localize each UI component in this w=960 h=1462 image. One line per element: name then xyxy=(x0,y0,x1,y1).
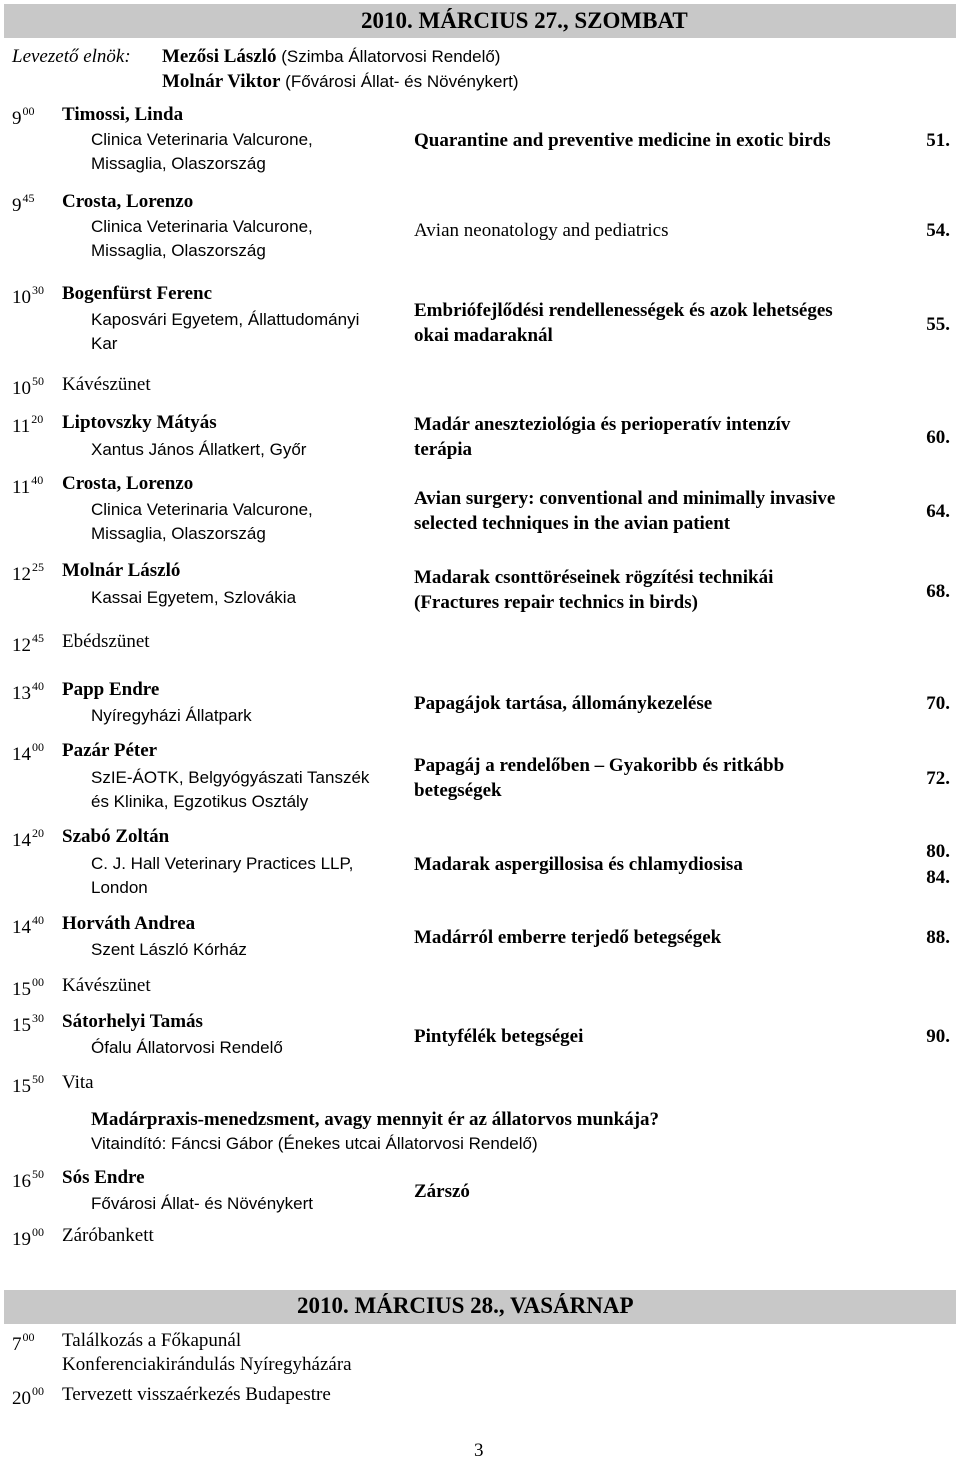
affiliation-line: Clinica Veterinaria Valcurone, xyxy=(91,130,313,149)
break-label: Kávészünet xyxy=(62,374,151,395)
talk-title: okai madaraknál xyxy=(414,325,553,346)
discussion-title: Madárpraxis-menedzsment, avagy mennyit ér az állatorvos munkája? xyxy=(91,1109,660,1130)
speaker-name: Crosta, Lorenzo xyxy=(62,473,194,494)
chairs-label: Levezető elnök: xyxy=(12,46,131,67)
time: $9^{00}$ xyxy=(12,104,35,129)
time: $14^{40}$ xyxy=(12,913,44,938)
affiliation-line: Clinica Veterinaria Valcurone, xyxy=(91,500,313,519)
chair-2-name: Molnár Viktor xyxy=(162,71,281,92)
speaker-name: Timossi, Linda xyxy=(62,104,184,125)
talk-title: selected techniques in the avian patient xyxy=(414,513,731,534)
time: $10^{30}$ xyxy=(12,283,44,308)
chair-2 xyxy=(162,71,519,93)
chair-1 xyxy=(162,46,500,68)
affiliation-line: Missaglia, Olaszország xyxy=(91,524,266,543)
talk-title: Madár aneszteziológia és perioperatív intenzív xyxy=(414,414,791,435)
break-label: Ebédszünet xyxy=(62,631,150,652)
time: $15^{30}$ xyxy=(12,1011,44,1036)
event-line: Tervezett visszaérkezés Budapestre xyxy=(62,1384,331,1405)
speaker-name: Horváth Andrea xyxy=(62,913,196,934)
affiliation-line: Ófalu Állatorvosi Rendelő xyxy=(91,1038,283,1057)
time: $19^{00}$ xyxy=(12,1225,44,1250)
talk-title: Zárszó xyxy=(414,1181,470,1202)
page-ref: 70. xyxy=(926,693,950,714)
speaker-name: Szabó Zoltán xyxy=(62,826,170,847)
affiliation-line: Nyíregyházi Állatpark xyxy=(91,706,252,725)
affiliation-line: Xantus János Állatkert, Győr xyxy=(91,440,307,459)
page-ref: 84. xyxy=(926,867,950,888)
talk-title: terápia xyxy=(414,439,473,460)
talk-title: Madarak csonttöréseinek rögzítési technikái xyxy=(414,567,774,588)
break-label: Kávészünet xyxy=(62,975,151,996)
speaker-name: Pazár Péter xyxy=(62,740,158,761)
time: $16^{50}$ xyxy=(12,1167,44,1192)
affiliation-line: Szent László Kórház xyxy=(91,940,247,959)
page-ref: 55. xyxy=(926,314,950,335)
page-ref: 51. xyxy=(926,130,950,151)
discussion-label: Vita xyxy=(62,1072,94,1093)
talk-title: Madárról emberre terjedő betegségek xyxy=(414,927,722,948)
talk-title: Embriófejlődési rendellenességek és azok lehetséges xyxy=(414,300,833,321)
event-line: Konferenciakirándulás Nyíregyházára xyxy=(62,1354,352,1375)
affiliation-line: Kar xyxy=(91,334,118,353)
chair-2-affiliation: (Fővárosi Állat- és Növénykert) xyxy=(285,72,519,91)
time: $9^{45}$ xyxy=(12,191,35,216)
speaker-name: Papp Endre xyxy=(62,679,160,700)
talk-title: Pintyfélék betegségei xyxy=(414,1026,584,1047)
chair-1-affiliation: (Szimba Állatorvosi Rendelő) xyxy=(281,47,501,66)
talk-title: Avian neonatology and pediatrics xyxy=(414,220,669,241)
speaker-name: Molnár László xyxy=(62,560,181,581)
talk-title: Papagáj a rendelőben – Gyakoribb és ritkább xyxy=(414,755,785,776)
day1-title: 2010. MÁRCIUS 27., SZOMBAT xyxy=(361,8,688,33)
speaker-name: Crosta, Lorenzo xyxy=(62,191,194,212)
page-ref: 72. xyxy=(926,768,950,789)
page-ref: 88. xyxy=(926,927,950,948)
time: $15^{50}$ xyxy=(12,1072,44,1097)
time: $14^{20}$ xyxy=(12,826,44,851)
affiliation-line: Fővárosi Állat- és Növénykert xyxy=(91,1194,314,1213)
day2-title: 2010. MÁRCIUS 28., VASÁRNAP xyxy=(297,1293,634,1318)
time: $11^{40}$ xyxy=(12,473,44,498)
time: $11^{20}$ xyxy=(12,412,44,437)
page-ref: 80. xyxy=(926,841,950,862)
time: $12^{45}$ xyxy=(12,631,44,656)
talk-title: betegségek xyxy=(414,780,502,801)
time: $12^{25}$ xyxy=(12,560,44,585)
affiliation-line: Kaposvári Egyetem, Állattudományi xyxy=(91,310,360,329)
speaker-name: Sós Endre xyxy=(62,1167,145,1188)
affiliation-line: Missaglia, Olaszország xyxy=(91,241,266,260)
time: $15^{00}$ xyxy=(12,975,44,1000)
speaker-name: Bogenfürst Ferenc xyxy=(62,283,213,304)
page-ref: 64. xyxy=(926,501,950,522)
affiliation-line: C. J. Hall Veterinary Practices LLP, xyxy=(91,854,354,873)
affiliation-line: Missaglia, Olaszország xyxy=(91,154,266,173)
page-ref: 90. xyxy=(926,1026,950,1047)
time: $20^{00}$ xyxy=(12,1384,44,1409)
discussion-intro: Vitaindító: Fáncsi Gábor (Énekes utcai Állatorvosi Rendelő) xyxy=(91,1134,538,1153)
page-ref: 54. xyxy=(926,220,950,241)
affiliation-line: SzIE-ÁOTK, Belgyógyászati Tanszék xyxy=(91,768,370,787)
event-line: Találkozás a Főkapunál xyxy=(62,1330,242,1351)
time: $13^{40}$ xyxy=(12,679,44,704)
time: $14^{00}$ xyxy=(12,740,44,765)
chair-1-name: Mezősi László xyxy=(162,46,277,67)
speaker-name: Liptovszky Mátyás xyxy=(62,412,217,433)
speaker-name: Sátorhelyi Tamás xyxy=(62,1011,203,1032)
page-ref: 68. xyxy=(926,581,950,602)
talk-title: Madarak aspergillosisa és chlamydiosisa xyxy=(414,854,743,875)
talk-title: Avian surgery: conventional and minimally invasive xyxy=(414,488,836,509)
time: $7^{00}$ xyxy=(12,1330,35,1355)
page-ref: 60. xyxy=(926,427,950,448)
affiliation-line: Clinica Veterinaria Valcurone, xyxy=(91,217,313,236)
time: $10^{50}$ xyxy=(12,374,44,399)
talk-title: Papagájok tartása, állománykezelése xyxy=(414,693,713,714)
affiliation-line: és Klinika, Egzotikus Osztály xyxy=(91,792,309,811)
talk-title: Quarantine and preventive medicine in exotic birds xyxy=(414,130,831,151)
page-number: 3 xyxy=(474,1440,484,1461)
affiliation-line: London xyxy=(91,878,148,897)
affiliation-line: Kassai Egyetem, Szlovákia xyxy=(91,588,297,607)
event-label: Záróbankett xyxy=(62,1225,154,1246)
talk-title: (Fractures repair technics in birds) xyxy=(414,592,698,613)
